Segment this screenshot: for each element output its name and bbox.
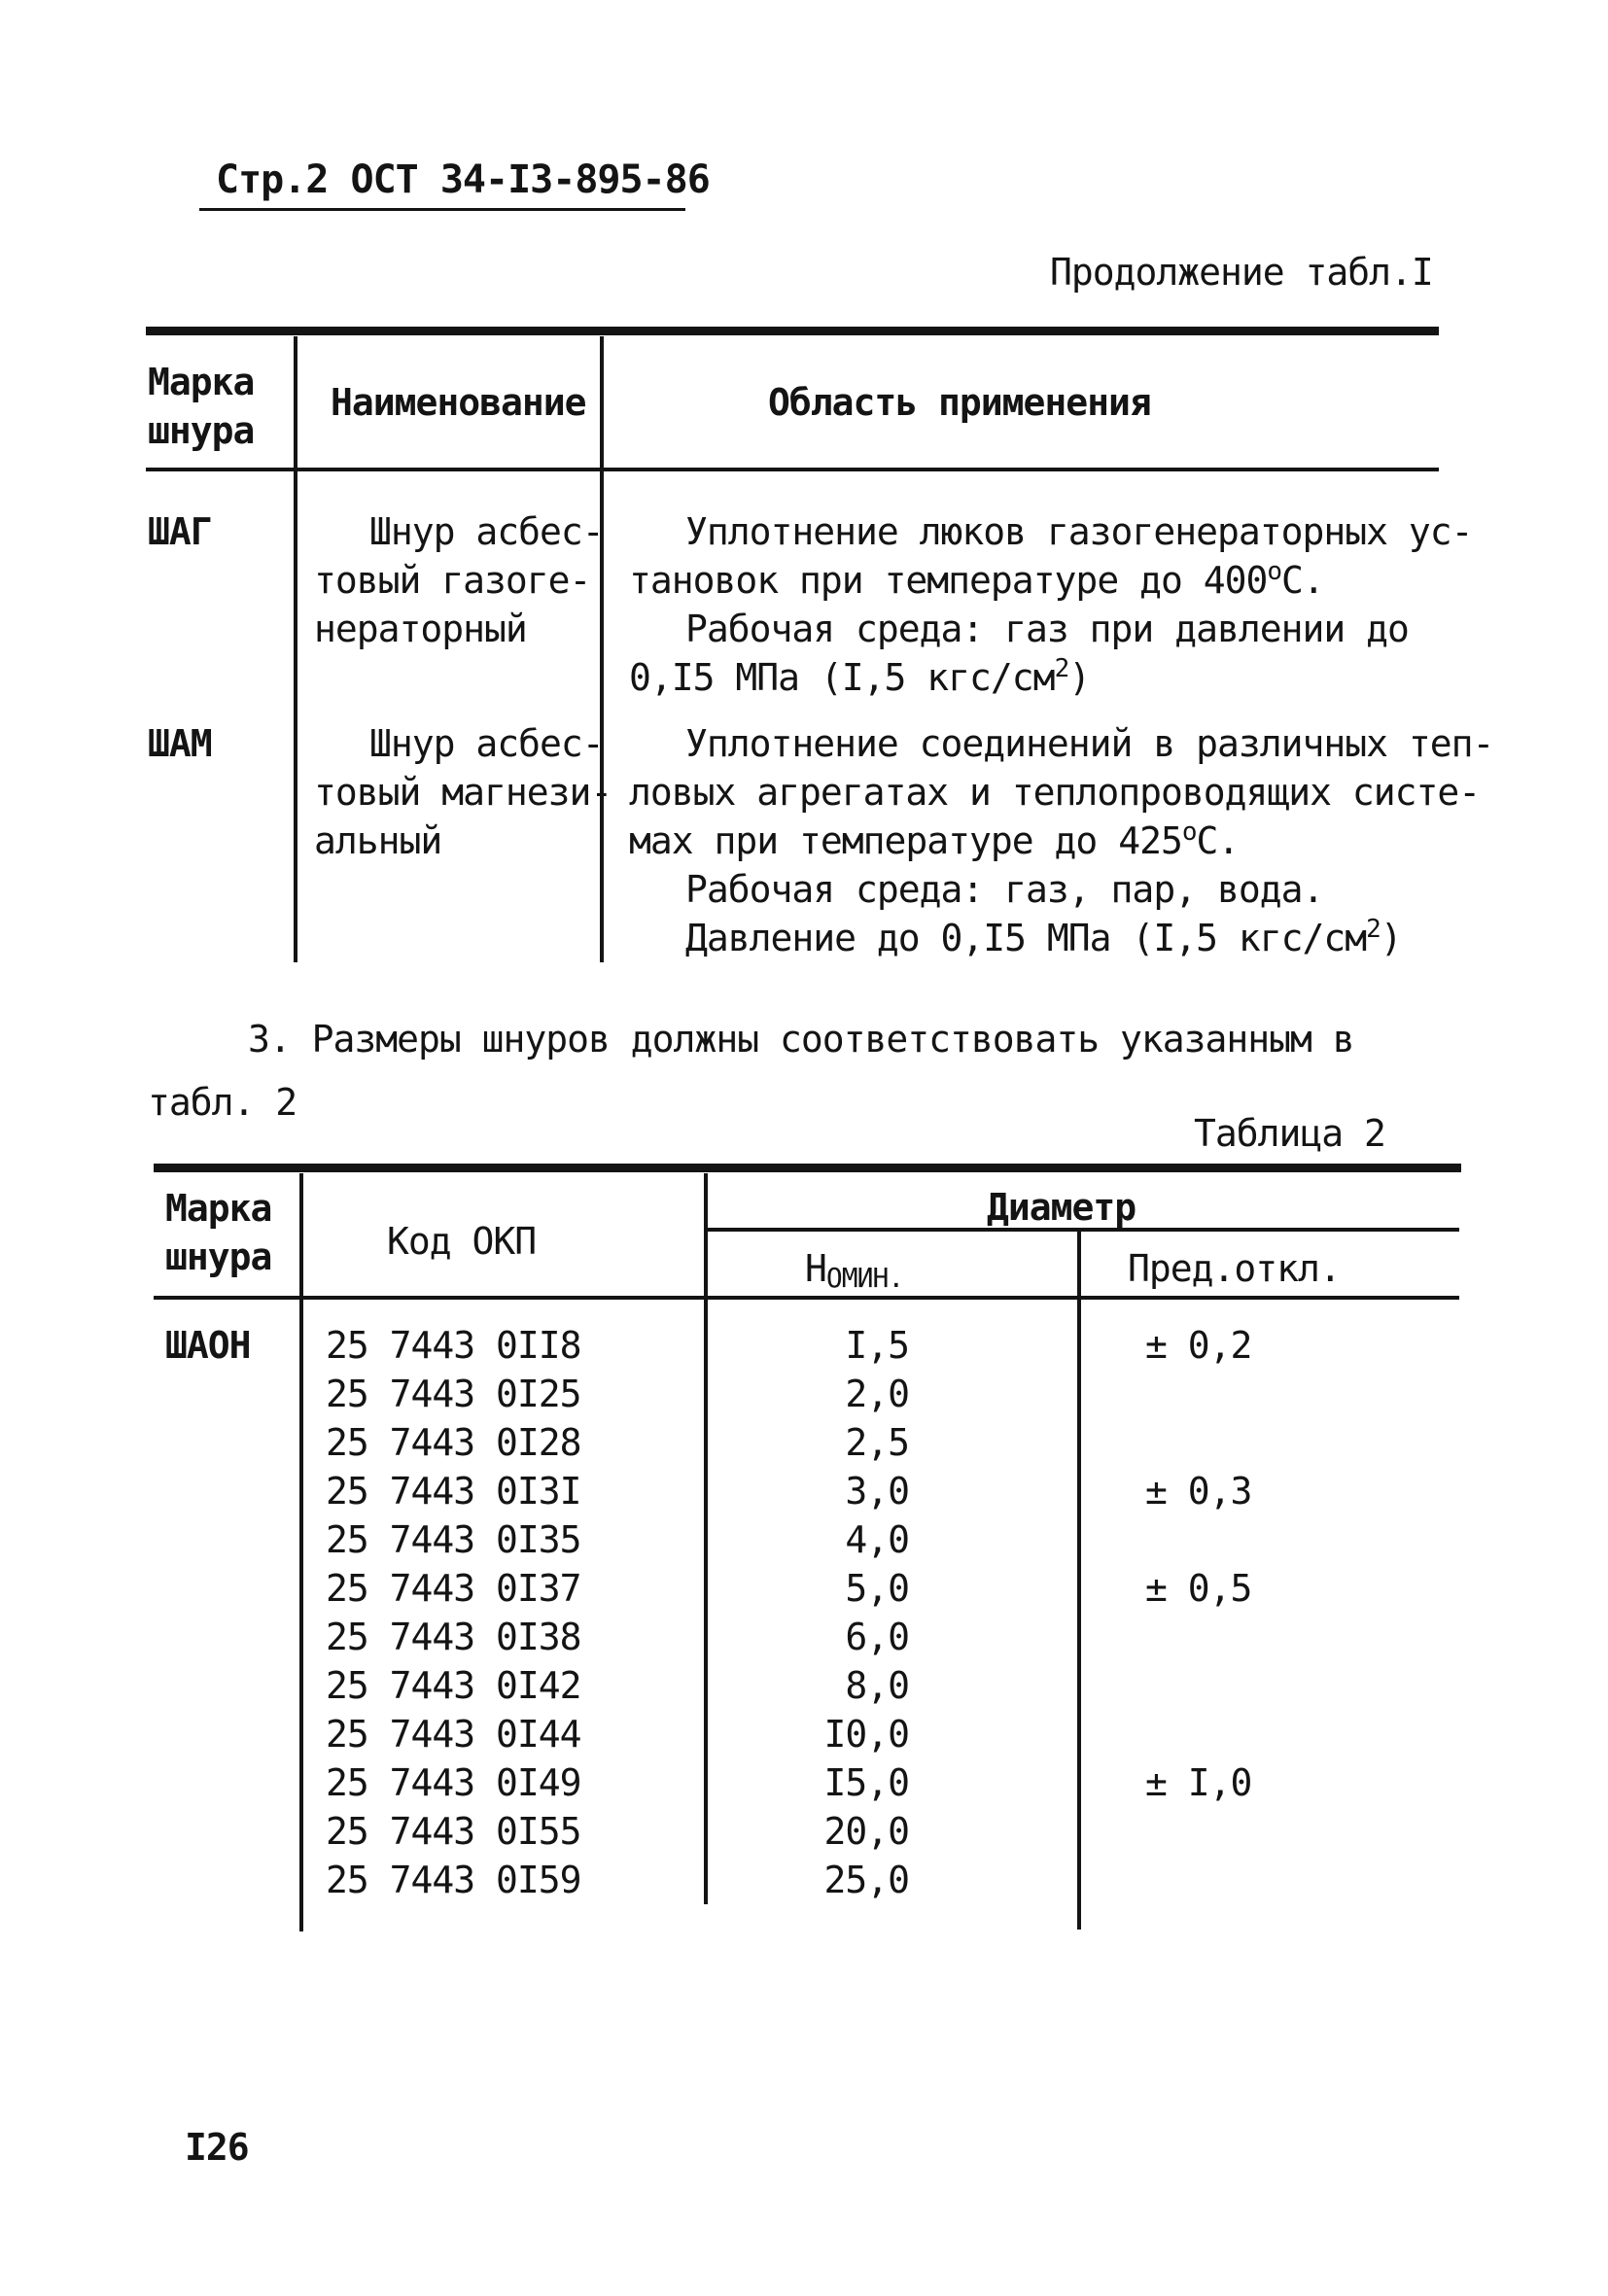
table2-header-nominal: НОМИН. [805,1247,904,1294]
table1-col-divider-2 [600,336,604,962]
table2-header-code: Код ОКП [387,1220,537,1263]
table1-row2-area-5: Давление до 0,I5 МПа (I,5 кгс/$см^2$) [685,915,1402,959]
header-underline [199,208,685,211]
table2-code-cell: 25 7443 0I28 [326,1421,581,1464]
table1-row2-mark: ШАМ [148,722,212,765]
table2-top-rule [154,1164,1461,1172]
table2-header-deviation: Пред.откл. [1128,1247,1341,1290]
table2-code-cell: 25 7443 0I3I [326,1470,581,1513]
table1-row1-mark: ШАГ [148,510,212,553]
table1-row1-area-3: Рабочая среда: газ при давлении до [685,608,1409,650]
table2-code-cell: 25 7443 0I38 [326,1616,581,1658]
table2-code-cell: 25 7443 0I55 [326,1810,581,1853]
table2-nominal-cell: I5,0 [823,1761,909,1804]
table1-header-mark-1: Марка [148,361,255,403]
table2-nominal-cell: 20,0 [823,1810,909,1853]
table1-header-rule [146,468,1439,471]
table2-code-cell: 25 7443 0II8 [326,1324,581,1367]
table2-nominal-cell: 2,5 [845,1421,909,1464]
table1-row2-name-2: товый магнези- [314,771,612,814]
table2-header-mark-1: Марка [165,1187,272,1230]
table2-header-mark-2: шнура [165,1235,272,1278]
table1-header-mark-2: шнура [148,409,255,452]
table1-row2-area-2: ловых агрегатах и теплопроводящих систе- [629,771,1481,814]
table2-deviation-cell: ± 0,5 [1145,1567,1252,1610]
table2-code-cell: 25 7443 0I42 [326,1664,581,1707]
table2-code-cell: 25 7443 0I35 [326,1518,581,1561]
table2-code-cell: 25 7443 0I59 [326,1859,581,1901]
table2-code-cell: 25 7443 0I44 [326,1713,581,1756]
table2-deviation-cell: ± 0,3 [1145,1470,1252,1513]
table2-col-divider-2 [704,1173,708,1904]
table1-row2-area-3: мах при температуре до $425^оС$. [629,818,1240,862]
table2-code-cell: 25 7443 0I25 [326,1373,581,1415]
table2-nominal-cell: I0,0 [823,1713,909,1756]
page-number: I26 [185,2126,249,2169]
table1-row2-name-3: альный [314,819,442,862]
table1-col-divider-1 [294,336,297,962]
table2-nominal-cell: 5,0 [845,1567,909,1610]
table2-mark: ШАОН [165,1324,251,1367]
table2-nominal-cell: 4,0 [845,1518,909,1561]
page-reference: Стр.2 ОСТ 34-I3-895-86 [216,157,710,202]
table1-row2-name-1: Шнур асбес- [369,722,604,765]
table2-deviation-cell: ± 0,2 [1145,1324,1252,1367]
table2-nominal-cell: 2,0 [845,1373,909,1415]
table2-nominal-cell: 25,0 [823,1859,909,1901]
table1-row1-area-4: 0,I5 МПа (I,5 кгс/$см^2$) [629,654,1091,699]
table2-title: Таблица 2 [1194,1112,1385,1155]
table2-deviation-cell: ± I,0 [1145,1761,1252,1804]
table1-row2-area-1: Уплотнение соединений в различных теп- [685,722,1494,765]
table1-top-rule [146,327,1439,335]
table1-row1-name-1: Шнур асбес- [369,510,604,553]
table2-col-divider-1 [299,1173,303,1931]
continuation-label: Продолжение табл.I [1050,251,1433,294]
table2-code-cell: 25 7443 0I49 [326,1761,581,1804]
table2-nominal-cell: 3,0 [845,1470,909,1513]
table2-nominal-cell: I,5 [845,1324,909,1367]
paragraph-line-2: табл. 2 [148,1081,297,1124]
table2-col-divider-3 [1077,1230,1081,1930]
table1-row2-area-4: Рабочая среда: газ, пар, вода. [685,868,1324,911]
table2-nominal-cell: 6,0 [845,1616,909,1658]
paragraph-line-1: 3. Размеры шнуров должны соответствовать указанным в [248,1018,1354,1061]
table1-row1-name-3: нераторный [314,608,527,650]
table2-header-diameter: Диаметр [987,1186,1136,1229]
table1-row1-name-2: товый газоге- [314,559,591,602]
table1-header-name: Наименование [331,381,586,424]
table2-code-cell: 25 7443 0I37 [326,1567,581,1610]
table1-row1-area-2: тановок при температуре до $400^оС$. [629,557,1324,602]
table1-row1-area-1: Уплотнение люков газогенераторных ус- [685,510,1473,553]
table1-header-area: Область применения [768,381,1151,424]
table2-nominal-cell: 8,0 [845,1664,909,1707]
